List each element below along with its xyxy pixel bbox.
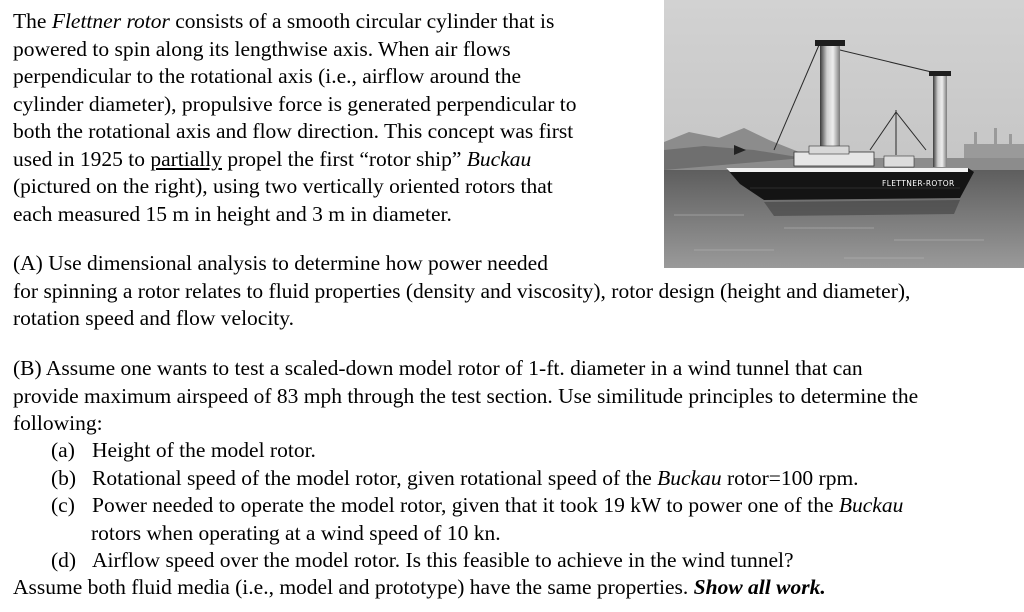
intro-text: used in 1925 to — [13, 146, 151, 171]
subpart-text: rotor=100 rpm. — [721, 465, 859, 490]
intro-line: (pictured on the right), using two vertically oriented rotors that — [13, 174, 553, 198]
hull-lettering: FLETTNER-ROTOR — [882, 179, 955, 188]
part-b-line: provide maximum airspeed of 83 mph through the test section. Use similitude principles to determine the — [13, 383, 919, 408]
intro-paragraph — [13, 8, 577, 228]
part-b-line: (B) Assume one wants to test a scaled-down model rotor of 1-ft. diameter in a wind tunnel that can — [13, 356, 863, 380]
rotor-ship-photo — [664, 0, 1024, 268]
part-b-question — [13, 355, 918, 438]
subpart-d — [51, 547, 903, 575]
intro-line: each measured 15 m in height and 3 m in diameter. — [13, 201, 452, 226]
subpart-c-continuation: rotors when operating at a wind speed of 10 kn. — [91, 520, 501, 545]
flettner-rotor-term: Flettner rotor — [51, 9, 170, 33]
subpart-text: Rotational speed of the model rotor, given rotational speed of the — [92, 465, 658, 490]
subpart-a — [51, 437, 903, 465]
subpart-text: Power needed to operate the model rotor, given that it took 19 kW to power one of the — [92, 493, 839, 517]
subpart-label: (d) — [51, 548, 77, 572]
intro-text: consists of a smooth circular cylinder that is — [169, 9, 555, 33]
part-a-line: (A) Use dimensional analysis to determine how power needed — [13, 251, 548, 275]
part-a-question — [13, 250, 910, 333]
intro-line: cylinder diameter), propulsive force is generated perpendicular to — [13, 91, 577, 116]
intro-text: The — [13, 9, 52, 33]
intro-text: propel the first “rotor ship” — [222, 146, 467, 171]
subpart-b — [51, 465, 903, 493]
part-b-line: following: — [13, 411, 103, 435]
intro-line: both the rotational axis and flow direction. This concept was first — [13, 119, 574, 143]
subpart-label: (c) — [51, 493, 75, 517]
subpart-label: (b) — [51, 465, 77, 490]
underlined-word: partially — [150, 146, 222, 171]
assumption-statement — [13, 574, 826, 602]
subparts-list — [51, 437, 903, 575]
buckau-ship-name: Buckau — [657, 465, 722, 490]
subpart-text: Height of the model rotor. — [92, 438, 316, 462]
intro-line: powered to spin along its lengthwise axis. When air flows — [13, 36, 511, 61]
buckau-ship-name: Buckau — [466, 146, 532, 171]
buckau-ship-name: Buckau — [838, 493, 904, 517]
show-all-work-instruction: Show all work. — [693, 575, 826, 599]
intro-line: perpendicular to the rotational axis (i.e., airflow around the — [13, 64, 522, 88]
subpart-label: (a) — [51, 438, 75, 462]
subpart-c — [51, 492, 903, 520]
part-a-line: for spinning a rotor relates to fluid properties (density and viscosity), rotor design (height and diameter), — [13, 278, 911, 303]
part-a-line: rotation speed and flow velocity. — [13, 306, 295, 330]
subpart-text: Airflow speed over the model rotor. Is this feasible to achieve in the wind tunnel? — [92, 548, 794, 572]
assumption-text: Assume both fluid media (i.e., model and prototype) have the same properties. — [13, 575, 694, 599]
